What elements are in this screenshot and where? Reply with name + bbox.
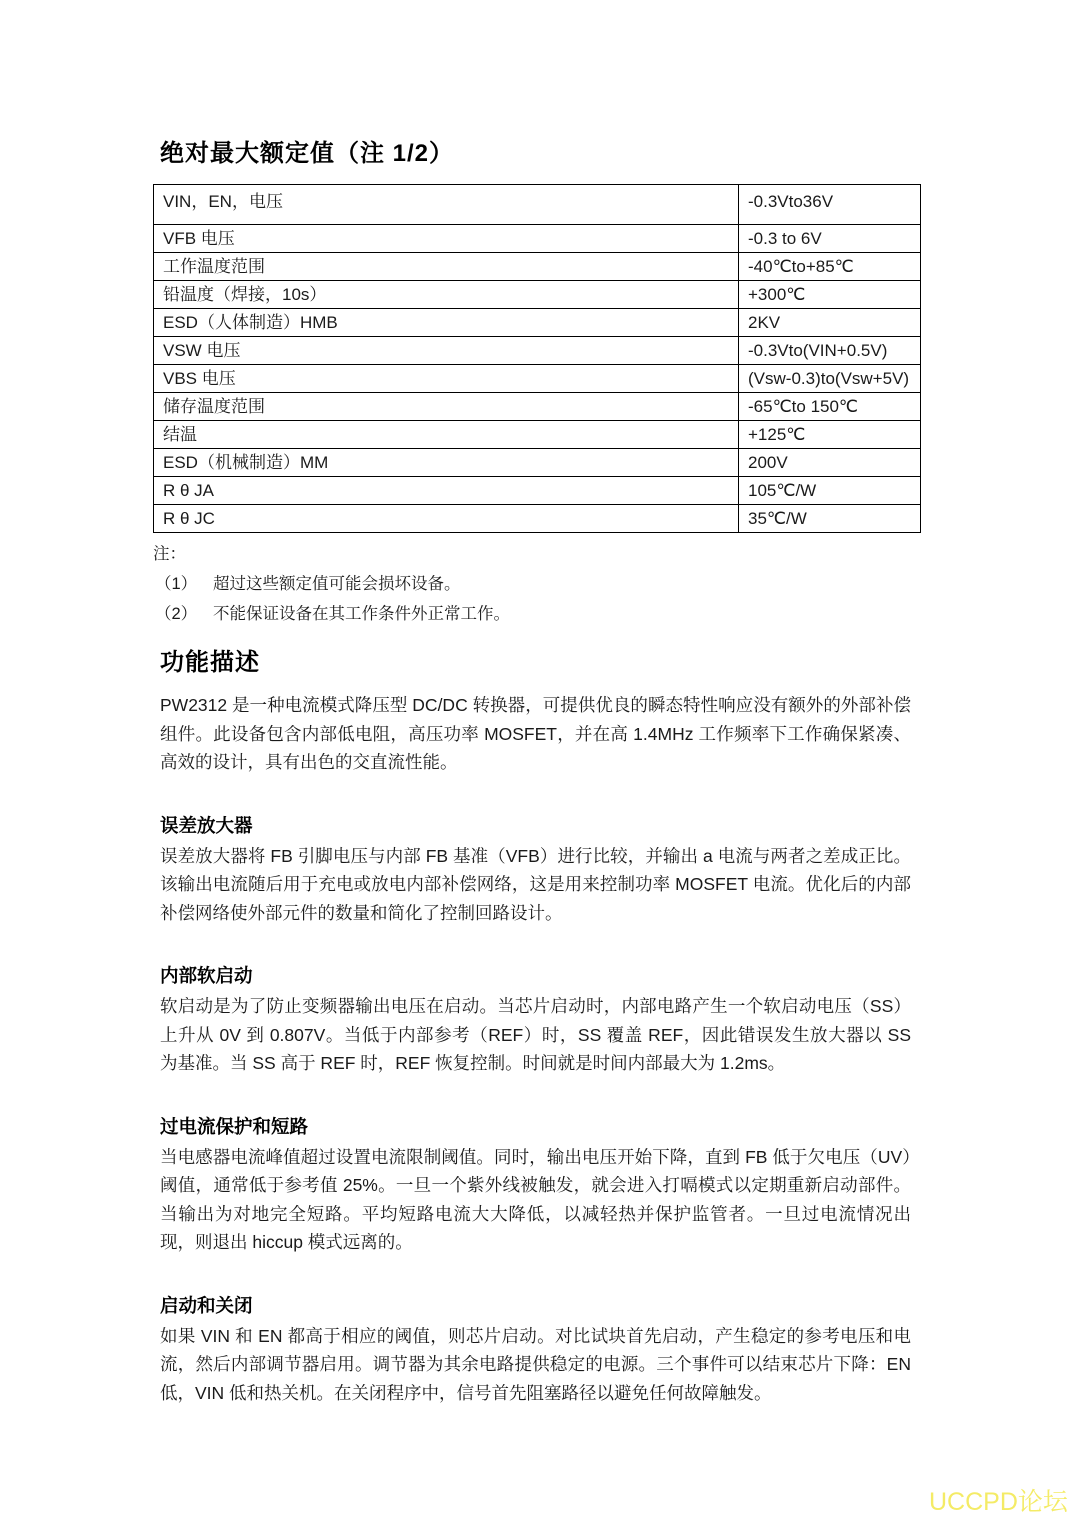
section-heading: 启动和关闭 bbox=[160, 1294, 253, 1316]
table-row bbox=[154, 477, 921, 505]
rating-value-cell: +125℃ bbox=[739, 421, 921, 449]
table-row bbox=[154, 365, 921, 393]
rating-value-cell: 200V bbox=[739, 449, 921, 477]
rating-parameter-cell: VSW 电压 bbox=[154, 337, 739, 365]
table-row bbox=[154, 421, 921, 449]
table-row bbox=[154, 281, 921, 309]
rating-parameter-cell: R θ JA bbox=[154, 477, 739, 505]
note-number: （1） bbox=[155, 575, 198, 593]
rating-parameter-cell: 储存温度范围 bbox=[154, 393, 739, 421]
rating-value-cell: -0.3 to 6V bbox=[739, 225, 921, 253]
note-text: 不能保证设备在其工作条件外正常工作。 bbox=[213, 605, 510, 623]
description-section bbox=[160, 963, 921, 1078]
note-number: （2） bbox=[155, 605, 198, 623]
section-body: 如果 VIN 和 EN 都高于相应的阈值，则芯片启动。对比试块首先启动，产生稳定的参考电压和电流，然后内部调节器启用。调节器为其余电路提供稳定的电源。三个事件可以结束芯片下降：EN 低，VIN 低和热关机。在关闭程序中，信号首先阻塞路径以避免任何故障触发。 bbox=[160, 1325, 911, 1403]
rating-parameter-cell: VBS 电压 bbox=[154, 365, 739, 393]
note-text: 超过这些额定值可能会损坏设备。 bbox=[213, 575, 461, 593]
rating-parameter-cell: VFB 电压 bbox=[154, 225, 739, 253]
rating-value-cell: 2KV bbox=[739, 309, 921, 337]
note-item bbox=[155, 569, 921, 599]
section-heading: 过电流保护和短路 bbox=[160, 1115, 309, 1137]
rating-value-cell: -0.3Vto36V bbox=[739, 185, 921, 225]
table-row bbox=[154, 225, 921, 253]
ratings-table-body bbox=[154, 185, 921, 533]
rating-parameter-cell: 铅温度（焊接，10s） bbox=[154, 281, 739, 309]
table-row bbox=[154, 505, 921, 533]
description-section bbox=[160, 1293, 921, 1408]
rating-parameter-cell: ESD（机械制造）MM bbox=[154, 449, 739, 477]
notes-label: 注： bbox=[153, 545, 186, 563]
rating-parameter-cell: 结温 bbox=[154, 421, 739, 449]
page-title: 绝对最大额定值（注 1/2） bbox=[160, 140, 455, 167]
intro-paragraph: PW2312 是一种电流模式降压型 DC/DC 转换器，可提供优良的瞬态特性响应没有额外的外部补偿组件。此设备包含内部低电阻，高压功率 MOSFET，并在高 1.4MHz 工作频率下工作确保紧凑、高效的设计，具有出色的交直流性能。 bbox=[160, 695, 911, 772]
rating-value-cell: +300℃ bbox=[739, 281, 921, 309]
table-row bbox=[154, 337, 921, 365]
section-heading: 内部软启动 bbox=[160, 965, 253, 986]
rating-value-cell: 105℃/W bbox=[739, 477, 921, 505]
description-sections bbox=[153, 813, 921, 1408]
rating-parameter-cell: 工作温度范围 bbox=[154, 253, 739, 281]
table-row bbox=[154, 449, 921, 477]
section-body: 当电感器电流峰值超过设置电流限制阈值。同时，输出电压开始下降，直到 FB 低于欠电压（UV）阈值，通常低于参考值 25%。一旦一个紫外线被触发，就会进入打嗝模式以定期重新启动部件。当输出为对地完全短路。平均短路电流大大降低，以减轻热并保护监管者。一旦过电流情况出现，则退出 hiccup 模式远离的。 bbox=[160, 1146, 911, 1252]
section-heading: 误差放大器 bbox=[160, 814, 253, 836]
rating-parameter-cell: VIN，EN，电压 bbox=[154, 185, 739, 225]
table-row bbox=[154, 393, 921, 421]
rating-value-cell: 35℃/W bbox=[739, 505, 921, 533]
table-row bbox=[154, 185, 921, 225]
table-row bbox=[154, 253, 921, 281]
absolute-max-ratings-table bbox=[153, 184, 921, 533]
description-section bbox=[160, 813, 921, 928]
table-row bbox=[154, 309, 921, 337]
rating-value-cell: -0.3Vto(VIN+0.5V) bbox=[739, 337, 921, 365]
rating-parameter-cell: ESD（人体制造）HMB bbox=[154, 309, 739, 337]
notes-list bbox=[153, 569, 921, 629]
rating-parameter-cell: R θ JC bbox=[154, 505, 739, 533]
description-section bbox=[160, 1114, 921, 1257]
rating-value-cell: (Vsw-0.3)to(Vsw+5V) bbox=[739, 365, 921, 393]
function-description-heading: 功能描述 bbox=[160, 649, 260, 676]
section-body: 软启动是为了防止变频器输出电压在启动。当芯片启动时，内部电路产生一个软启动电压（SS）上升从 0V 到 0.807V。当低于内部参考（REF）时，SS 覆盖 REF，因此错误发生放大器以 SS 为基准。当 SS 高于 REF 时，REF 恢复控制。时间就是时间内部最大为 1.2ms。 bbox=[160, 996, 911, 1073]
forum-watermark: UCCPD论坛 bbox=[929, 1488, 1068, 1516]
rating-value-cell: -65℃to 150℃ bbox=[739, 393, 921, 421]
rating-value-cell: -40℃to+85℃ bbox=[739, 253, 921, 281]
note-item bbox=[155, 599, 921, 629]
page-content bbox=[153, 0, 921, 1407]
notes-block bbox=[153, 540, 921, 629]
section-body: 误差放大器将 FB 引脚电压与内部 FB 基准（VFB）进行比较，并输出 a 电流与两者之差成正比。该输出电流随后用于充电或放电内部补偿网络，这是用来控制功率 MOSFET 电流。优化后的内部补偿网络使外部元件的数量和简化了控制回路设计。 bbox=[160, 845, 911, 923]
